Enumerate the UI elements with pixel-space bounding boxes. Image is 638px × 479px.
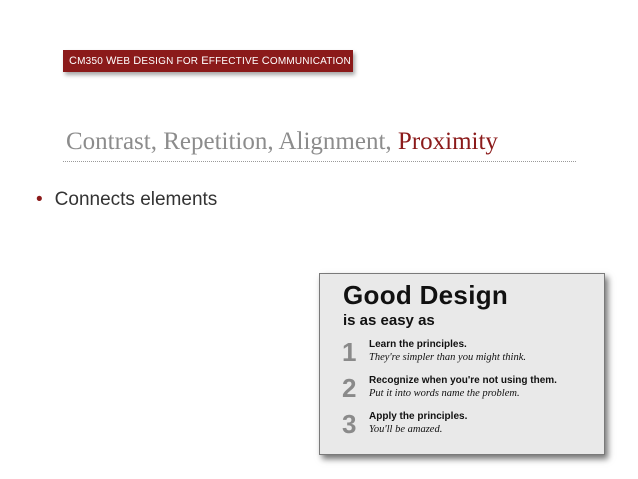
- slide-title-prefix: Contrast, Repetition, Alignment,: [66, 128, 398, 155]
- course-tag-cap-3: D: [133, 55, 142, 67]
- course-tag-part-5: OMMUNICATION: [269, 56, 351, 67]
- step-note: They're simpler than you might think.: [369, 352, 527, 363]
- slide-title-highlight: Proximity: [397, 128, 498, 155]
- course-tag-cap-1: C: [69, 55, 78, 67]
- step-1: [342, 337, 602, 377]
- course-tag-part-3: ESIGN FOR: [141, 56, 202, 67]
- title-divider: [63, 161, 576, 162]
- slide-title: [66, 128, 498, 156]
- course-tag-cap-2: W: [105, 55, 117, 67]
- step-heading: Recognize when you're not using them.: [369, 375, 557, 386]
- card-title: Good Design: [343, 280, 509, 310]
- step-heading: Apply the principles.: [369, 411, 468, 422]
- step-heading: Learn the principles.: [369, 339, 467, 350]
- step-note: Put it into words name the problem.: [369, 388, 520, 399]
- step-number: 2: [342, 373, 357, 403]
- step-3: [342, 409, 602, 449]
- step-number: 3: [342, 409, 357, 439]
- course-tag-part-1: M350: [77, 56, 106, 67]
- bullet-marker: •: [36, 189, 43, 210]
- course-tag-cap-4: E: [201, 55, 209, 67]
- good-design-card: [319, 273, 605, 455]
- course-tag: [63, 50, 353, 72]
- bullet-item: [36, 189, 217, 211]
- card-subtitle: is as easy as: [343, 312, 435, 329]
- step-number: 1: [342, 337, 357, 367]
- step-2: [342, 373, 602, 413]
- course-tag-part-2: EB: [116, 56, 134, 67]
- course-tag-part-4: FFECTIVE: [208, 56, 262, 67]
- bullet-text: Connects elements: [54, 189, 218, 210]
- step-note: You'll be amazed.: [369, 424, 443, 435]
- course-tag-cap-5: C: [261, 55, 270, 67]
